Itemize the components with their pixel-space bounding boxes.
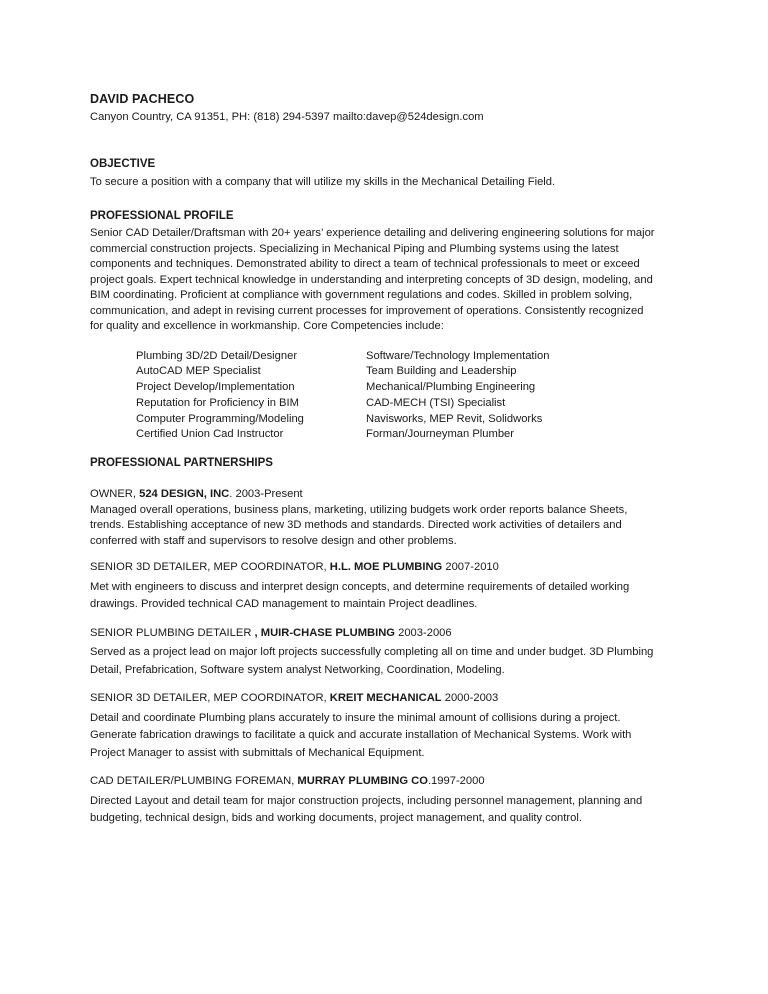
job-entry <box>90 560 682 614</box>
competency-item: Project Develop/Implementation <box>136 381 295 394</box>
job-dates: 2003-2006 <box>395 626 452 639</box>
job-company: H.L. MOE PLUMBING <box>329 561 443 574</box>
competency-item: AutoCAD MEP Specialist <box>136 365 261 378</box>
profile-line: project goals. Expert technical knowledge in understanding and interpreting concepts of 3D design, modeling, and <box>90 273 653 286</box>
job-line: drawings. Provided technical CAD management to maintain Project deadlines. <box>90 598 478 611</box>
job-dates: 2007-2010 <box>442 561 499 574</box>
job-role: CAD DETAILER/PLUMBING FOREMAN, <box>90 775 298 788</box>
profile-line: commercial construction projects. Specializing in Mechanical Piping and Plumbing systems using the latest <box>90 242 619 255</box>
competency-item: Team Building and Leadership <box>366 365 517 378</box>
core-competencies <box>136 349 682 444</box>
job-title <box>90 560 682 576</box>
job-line: Served as a project lead on major loft projects successfully completing all on time and under budget. 3D Plumbing <box>90 646 654 659</box>
job-title <box>90 626 682 642</box>
candidate-name: DAVID PACHECO <box>90 92 195 106</box>
profile-line: Senior CAD Detailer/Draftsman with 20+ years’ experience detailing and delivering engineering solutions for major <box>90 227 655 239</box>
job-line: Met with engineers to discuss and interpret design concepts, and determine requirements of detailed working <box>90 580 630 593</box>
job-line: trends. Establishing acceptance of new 3D methods and standards. Directed work activities of detailers and <box>90 519 622 532</box>
job-dates: 2000-2003 <box>441 692 499 705</box>
job-line: budgeting, technical design, bids and working documents, project management, and quality control. <box>90 812 582 825</box>
job-description <box>90 579 682 614</box>
objective-heading: OBJECTIVE <box>90 157 156 170</box>
job-role: SENIOR 3D DETAILER, MEP COORDINATOR, <box>90 692 330 705</box>
competency-item: Forman/Journeyman Plumber <box>366 428 514 441</box>
profile-line: for quality and excellence in workmanship. Core Competencies include: <box>90 320 444 332</box>
job-company: , MUIR-CHASE PLUMBING <box>254 626 395 639</box>
competency-item: CAD-MECH (TSI) Specialist <box>366 396 506 409</box>
job-role: SENIOR 3D DETAILER, MEP COORDINATOR, <box>90 561 330 574</box>
job-title <box>90 487 682 503</box>
job-company: KREIT MECHANICAL <box>329 692 442 705</box>
competency-item: Certified Union Cad Instructor <box>136 428 284 441</box>
competency-item: Navisworks, MEP Revit, Solidworks <box>366 412 543 425</box>
job-line: Detail and coordinate Plumbing plans accurately to insure the minimal amount of collisions during a project. <box>90 711 621 724</box>
contact-line: Canyon Country, CA 91351, PH: (818) 294-5397 mailto:davep@524design.com <box>90 111 484 123</box>
job-role: OWNER, <box>90 488 140 501</box>
profile-text <box>90 226 682 335</box>
profile-line: BIM coordinating. Proficient at compliance with government regulations and codes. Skilled in problem solving, <box>90 289 633 301</box>
job-entry <box>90 487 682 549</box>
job-company: MURRAY PLUMBING CO <box>297 775 428 788</box>
job-line: Generate fabrication drawings to facilitate a quick and accurate installation of Mechanical Systems. Work with <box>90 729 632 742</box>
job-description <box>90 503 682 550</box>
job-role: SENIOR PLUMBING DETAILER <box>90 626 255 639</box>
job-company: 524 DESIGN, INC <box>139 488 230 501</box>
profile-line: communication, and adept in revising current processes for improvement of operations. Consistently recognized <box>90 304 644 317</box>
competency-item: Reputation for Proficiency in BIM <box>136 396 299 409</box>
job-line: Directed Layout and detail team for major construction projects, including personnel management, planning and <box>90 794 643 807</box>
job-line: conferred with staff and supervisors to resolve design and other problems. <box>90 534 457 547</box>
job-line: Detail, Prefabrication, Software system analyst Networking, Coordination, Modeling. <box>90 663 505 676</box>
competency-item: Plumbing 3D/2D Detail/Designer <box>136 349 298 362</box>
job-entry <box>90 691 682 762</box>
job-line: Project Manager to assist with submittals of Mechanical Equipment. <box>90 746 425 759</box>
job-line: Managed overall operations, business plans, marketing, utilizing budgets work order reports balance Sheets, <box>90 503 628 516</box>
job-description <box>90 644 682 679</box>
job-dates: . 2003-Present <box>229 488 303 501</box>
competencies-left-column <box>136 349 366 444</box>
partnerships-heading: PROFESSIONAL PARTNERSHIPS <box>90 457 273 470</box>
competencies-right-column <box>366 349 549 444</box>
competency-item: Mechanical/Plumbing Engineering <box>366 381 536 394</box>
resume-page <box>90 92 682 828</box>
competency-item: Computer Programming/Modeling <box>136 412 304 425</box>
profile-heading: PROFESSIONAL PROFILE <box>90 210 234 222</box>
job-title <box>90 691 682 707</box>
competency-item: Software/Technology Implementation <box>366 349 550 362</box>
job-title <box>90 774 682 790</box>
profile-line: components and techniques. Demonstrated ability to direct a team of technical professionals to meet or exceed <box>90 258 640 270</box>
job-dates: .1997-2000 <box>427 775 485 788</box>
job-entry <box>90 774 682 828</box>
job-description <box>90 710 682 763</box>
objective-text: To secure a position with a company that will utilize my skills in the Mechanical Detailing Field. <box>90 175 556 188</box>
job-entry <box>90 626 682 680</box>
job-description <box>90 793 682 828</box>
